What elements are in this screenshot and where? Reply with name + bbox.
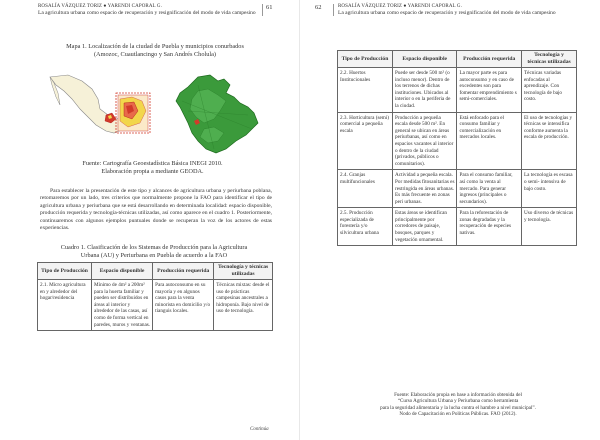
table-row <box>338 170 577 208</box>
table-caption-line: Cuadro 1. Clasificación de los Sistemas de Producción para la Agricultura <box>60 244 248 251</box>
table-cell: Actividad a pequeña escala. Por medidas fitosanitarias es restringida en áreas urbanas. Es más frecuente en zonas peri urbanas. <box>392 170 457 208</box>
table-caption-line: Urbana (AU) y Periurbana en Puebla de acuerdo a la FAO <box>80 251 228 259</box>
table-header-cell: Tipo de Producción <box>338 51 393 68</box>
classification-table <box>37 262 273 331</box>
table-header-cell: Producción requerida <box>153 263 214 280</box>
map-caption <box>40 43 270 58</box>
table-header-cell: Tecnología y técnicas utilizadas <box>214 263 273 280</box>
table-caption <box>34 244 274 259</box>
table-cell: Para la reforestación de zonas degradadas y la recuperación de especies nativas. <box>457 208 522 246</box>
table-cell: Producción a pequeña escala desde 500 m². En general se ubican en áreas periurbanas, así como en espacios vacantes al interior o dentro de la ciudad (privados, públicos o comunitarios). <box>392 112 457 170</box>
map-source <box>60 160 245 175</box>
map-source-line: Fuente: Cartografía Geoestadística Básica INEGI 2010. <box>82 160 223 167</box>
table-cell: Para el consumo familiar, así como la venta al mercado. Para generar ingresos (principales o secundarios). <box>457 170 522 208</box>
map-caption-line: Mapa 1. Localización de la ciudad de Puebla y municipios conurbados <box>66 43 244 50</box>
table-source-line: Nodo de Capacitación en Políticas Públicas. FAO (2012). <box>399 411 517 418</box>
table-header-row <box>338 51 577 68</box>
table-cell: Técnicas variadas enfocadas al aprendizaje. Con tecnología de bajo costo. <box>522 68 577 113</box>
map-caption-line: (Amozoc, Cuautlancingo y San Andrés Cholula) <box>93 50 217 58</box>
table-header-cell: Espacio disponible <box>92 263 153 280</box>
table-cell: 2.3. Horticultura (semi) comercial a pequeña escala <box>338 112 393 170</box>
table-cell: El uso de tecnologías y técnicas se intensifica conforme aumenta la escala de producción. <box>522 112 577 170</box>
municipalities-inset <box>118 95 148 131</box>
header-divider <box>333 4 334 16</box>
classification-table-continued <box>337 50 577 246</box>
table-cell: Uso diverso de técnicas y tecnología. <box>522 208 577 246</box>
table-cell: Para autoconsumo en su mayoría y en algunos casos para la venta minorista en domicilio y/o tianguis locales. <box>153 280 214 331</box>
table-source-line: Fuente: Elaboración propia en base a información obtenida del <box>394 392 522 398</box>
page-number: 61 <box>266 4 273 11</box>
table-row <box>338 208 577 246</box>
header-divider <box>262 4 263 16</box>
table-cell: La mayor parte es para autoconsumo y en caso de excedentes son para fomentar emprendimiento s semi-comerciales. <box>457 68 522 113</box>
table-header-cell: Tipo de Producción <box>38 263 92 280</box>
table-cell: Técnicas mixtas: desde el uso de prácticas campesinas ancestrales a hidroponía. Bajo nivel de uso de tecnología. <box>214 280 273 331</box>
running-head-title: La agricultura urbana como espacio de recuperación y resignificación del modo de vida campesino <box>338 10 556 16</box>
right-page <box>300 0 600 440</box>
running-head-authors: ROSALÍA VÁZQUEZ TORIZ ● YARENDI CAPORAL G. <box>38 4 162 9</box>
table-cell: 2.2. Huertos Institucionales <box>338 68 393 113</box>
table-cell: Mínimo de 4m² a 200m² para la huerta familiar y pueden ser distribuidos en áreas al interior y alrededor de las casas, así como de forma vertical en paredes, muros y ventanas. <box>92 280 153 331</box>
running-head-authors: ROSALÍA VÁZQUEZ TORIZ ● YARENDI CAPORAL G. <box>338 4 462 9</box>
table-source-line: “Curso Agricultura Urbana y Periurbana como herramienta <box>397 398 519 405</box>
table-cell: 2.1. Micro agricultura en y alrededor del hogar/residencia <box>38 280 92 331</box>
paragraph-text: Para establecer la presentación de este tipo y alcances de agricultura urbana y periurbana poblana, retomaremos por un lado, tres criterios que normalmente propone la FAO para identificar el tipo de agricultura urbana y periurbana que se está desarrollando en determinada localidad: espacio disponible, producción requerida y tecnología-técnicas utilizadas, así como aparece en el cuadro 1. Posteriormente, continuaremos con algunos ejemplos puntuales donde se recuperan la voz de los actores de estas experiencias. <box>40 188 272 232</box>
table-cell: Estas áreas se identifican principalmente por corredores de paisaje, bosques, parques y vegetación ornamental. <box>392 208 457 246</box>
table-header-row <box>38 263 273 280</box>
table-row <box>338 112 577 170</box>
table-row <box>338 68 577 113</box>
table-header-cell: Tecnología y técnicas utilizadas <box>522 51 577 68</box>
table-cell: La tecnología es escasa o semi- intensiva de bajo costo. <box>522 170 577 208</box>
table-cell: Puede ser desde 500 m² (o incluso menor). Dentro de los terrenos de dichas instituciones. Ubicados al interior o en la periferia de la ciudad. <box>392 68 457 113</box>
table-cell: 2.4. Granjas multifuncionales <box>338 170 393 208</box>
continue-note: Continúa <box>250 427 269 432</box>
running-head <box>338 4 583 16</box>
running-head-title: La agricultura urbana como espacio de recuperación y resignificación del modo de vida campesino <box>38 10 256 16</box>
location-map <box>48 71 270 155</box>
table-cell: 2.5. Producción especializada de forestería y/o silvicultura urbana <box>338 208 393 246</box>
page-number: 62 <box>315 4 322 11</box>
table-header-cell: Espacio disponible <box>392 51 457 68</box>
running-head <box>38 4 263 16</box>
table-row <box>38 280 273 331</box>
table-source <box>340 392 576 418</box>
table-header-cell: Producción requerida <box>457 51 522 68</box>
map-source-line: Elaboración propia a mediante GEODA. <box>101 167 204 175</box>
table-cell: Está enfocado para el consumo familiar y comercialización en mercados locales. <box>457 112 522 170</box>
table-source-line: para la seguridad alimentaria y la lucha contra el hambre a nivel municipal”. <box>380 404 536 411</box>
body-paragraph <box>40 188 272 232</box>
